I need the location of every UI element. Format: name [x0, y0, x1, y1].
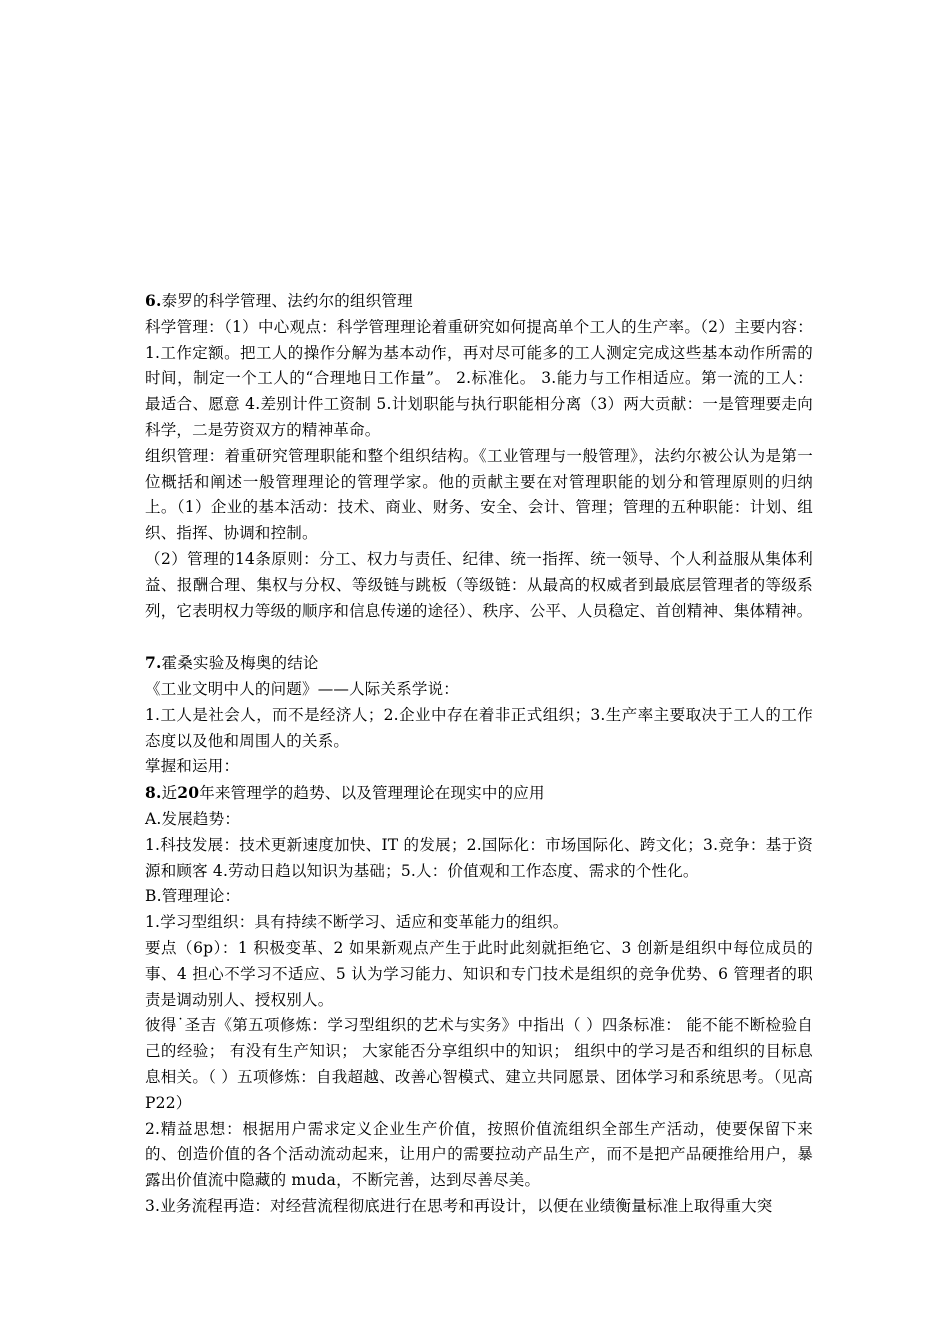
section-number: 7. — [145, 653, 162, 673]
section-title: 年来管理学的趋势、以及管理理论在现实中的应用 — [199, 784, 545, 803]
paragraph: 3.业务流程再造：对经营流程彻底进行在思考和再设计，以便在业绩衡量标准上取得重大突 — [145, 1196, 773, 1215]
paragraph: 要点（6p）：1 积极变革、2 如果新观点产生于此时此刻就拒绝它、3 创新是组织中每位成员的事、4 担心不学习不适应、5 认为学习能力、知识和专门技术是组织的竞争优势、6 管理者的职责是调动别人、授权别人。 — [145, 938, 813, 1009]
paragraph: 科学管理：（1）中心观点：科学管理理论着重研究如何提高单个工人的生产率。（2）主要内容：1.工作定额。把工人的操作分解为基本动作，再对尽可能多的工人测定完成这些基本动作所需的时间，制定一个工人的“合理地日工作量”。 2.标准化。 3.能力与工作相适应。第一流的工人：最适合、愿意 4.差别计件工资制 5.计划职能与执行职能相分离（3）两大贡献：一是管理要走向科学，二是劳资双方的精神革命。 — [145, 317, 813, 439]
paragraph: B.管理理论： — [145, 887, 241, 906]
paragraph: 组织管理：着重研究管理职能和整个组织结构。《工业管理与一般管理》，法约尔被公认为是第一位概括和阐述一般管理理论的管理学家。他的贡献主要在对管理职能的划分和管理原则的归纳上。（1）企业的基本活动：技术、商业、财务、安全、会计、管理；管理的五种职能：计划、组织、指挥、协调和控制。 — [145, 446, 813, 543]
section-number: 8. — [145, 783, 162, 803]
paragraph: 掌握和运用： — [145, 757, 240, 776]
section-title: 霍桑实验及梅奥的结论 — [161, 654, 319, 673]
section-number: 6. — [145, 291, 162, 310]
paragraph: A.发展趋势： — [145, 809, 241, 828]
paragraph: 2.精益思想：根据用户需求定义企业生产价值，按照价值流组织全部生产活动，使要保留下来的、创造价值的各个活动流动起来，让用户的需要拉动产品生产，而不是把产品硬推给用户，暴露出价值流中隐藏的 muda，不断完善，达到尽善尽美。 — [145, 1119, 813, 1190]
section-heading-7 — [145, 650, 813, 677]
section-title: 泰罗的科学管理、法约尔的组织管理 — [161, 292, 413, 310]
document-body — [145, 288, 813, 1220]
section-title-prefix: 近 — [161, 784, 178, 803]
paragraph: （2）管理的14条原则：分工、权力与责任、纪律、统一指挥、统一领导、个人利益服从集体利益、报酬合理、集权与分权、等级链与跳板（等级链：从最高的权威者到最底层管理者的等级系列，它表明权力等级的顺序和信息传递的途径）、秩序、公平、人员稳定、首创精神、集体精神。 — [145, 549, 813, 620]
paragraph: 彼得˙圣吉《第五项修炼：学习型组织的艺术与实务》中指出（ ）四条标准： 能不能不断检验自己的经验； 有没有生产知识； 大家能否分享组织中的知识； 组织中的学习是否和组织的目标息息相关。（ ）五项修炼：自我超越、改善心智模式、建立共同愿景、团体学习和系统思考。（见高 P22） — [145, 1016, 813, 1112]
blank-line — [145, 624, 813, 650]
paragraph: 1.工人是社会人，而不是经济人；2.企业中存在着非正式组织；3.生产率主要取决于工人的工作态度以及他和周围人的关系。 — [145, 705, 813, 750]
paragraph: 《工业文明中人的问题》——人际关系学说： — [145, 679, 460, 698]
paragraph: 1.学习型组织：具有持续不断学习、适应和变革能力的组织。 — [145, 913, 569, 932]
section-title-number: 20 — [177, 783, 200, 803]
section-heading-8 — [145, 780, 813, 807]
paragraph: 1.科技发展：技术更新速度加快、IT 的发展；2.国际化：市场国际化、跨文化；3.竞争：基于资源和顾客 4.劳动日趋以知识为基础；5.人：价值观和工作态度、需求的个性化。 — [145, 835, 813, 880]
section-heading-6 — [145, 288, 813, 315]
